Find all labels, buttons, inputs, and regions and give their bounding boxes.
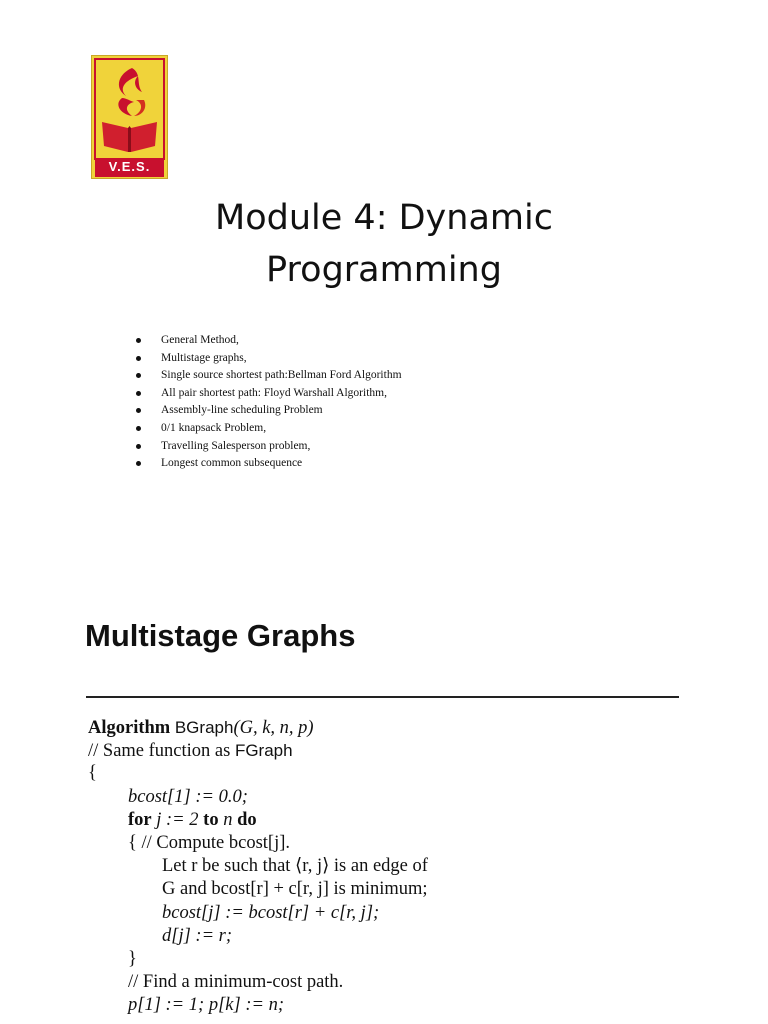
algorithm-comment: // Same function as FGraph bbox=[88, 741, 293, 762]
topic-list bbox=[132, 332, 402, 473]
list-item: 0/1 knapsack Problem, bbox=[132, 420, 402, 438]
algorithm-keyword: Algorithm bbox=[88, 718, 171, 738]
open-brace: { bbox=[88, 763, 97, 784]
algorithm-name: BGraph bbox=[174, 718, 234, 737]
min-line: G and bcost[r] + c[r, j] is minimum; bbox=[162, 879, 428, 900]
section-heading: Multistage Graphs bbox=[85, 618, 356, 653]
list-item: Travelling Salesperson problem, bbox=[132, 438, 402, 456]
algorithm-params: (G, k, n, p) bbox=[233, 718, 314, 738]
title-line-2: Programming bbox=[266, 250, 502, 290]
path-line: p[1] := 1; p[k] := n; bbox=[128, 995, 284, 1016]
list-item: General Method, bbox=[132, 332, 402, 350]
divider bbox=[86, 696, 679, 698]
logo-text: V.E.S. bbox=[108, 159, 151, 174]
init-line: bcost[1] := 0.0; bbox=[128, 786, 248, 807]
block-close-line: } bbox=[128, 948, 137, 969]
let-line: Let r be such that ⟨r, j⟩ is an edge of bbox=[162, 856, 428, 877]
ves-logo bbox=[91, 55, 168, 179]
block-open-line: { // Compute bcost[j]. bbox=[128, 832, 291, 853]
for-line: for j := 2 to n do bbox=[128, 809, 257, 830]
find-comment-line: // Find a minimum-cost path. bbox=[128, 972, 344, 993]
list-item: All pair shortest path: Floyd Warshall Algorithm, bbox=[132, 385, 402, 403]
list-item: Assembly-line scheduling Problem bbox=[132, 402, 402, 420]
title-line-1: Module 4: Dynamic bbox=[215, 198, 553, 238]
algorithm-header bbox=[88, 716, 728, 739]
list-item: Multistage graphs, bbox=[132, 350, 402, 368]
page-title bbox=[0, 192, 768, 296]
list-item: Single source shortest path:Bellman Ford Algorithm bbox=[132, 367, 402, 385]
assign-line: bcost[j] := bcost[r] + c[r, j]; bbox=[162, 902, 380, 923]
d-line: d[j] := r; bbox=[162, 925, 233, 946]
list-item: Longest common subsequence bbox=[132, 455, 402, 473]
algorithm-listing bbox=[88, 716, 728, 1017]
comment-ref: FGraph bbox=[234, 741, 293, 761]
